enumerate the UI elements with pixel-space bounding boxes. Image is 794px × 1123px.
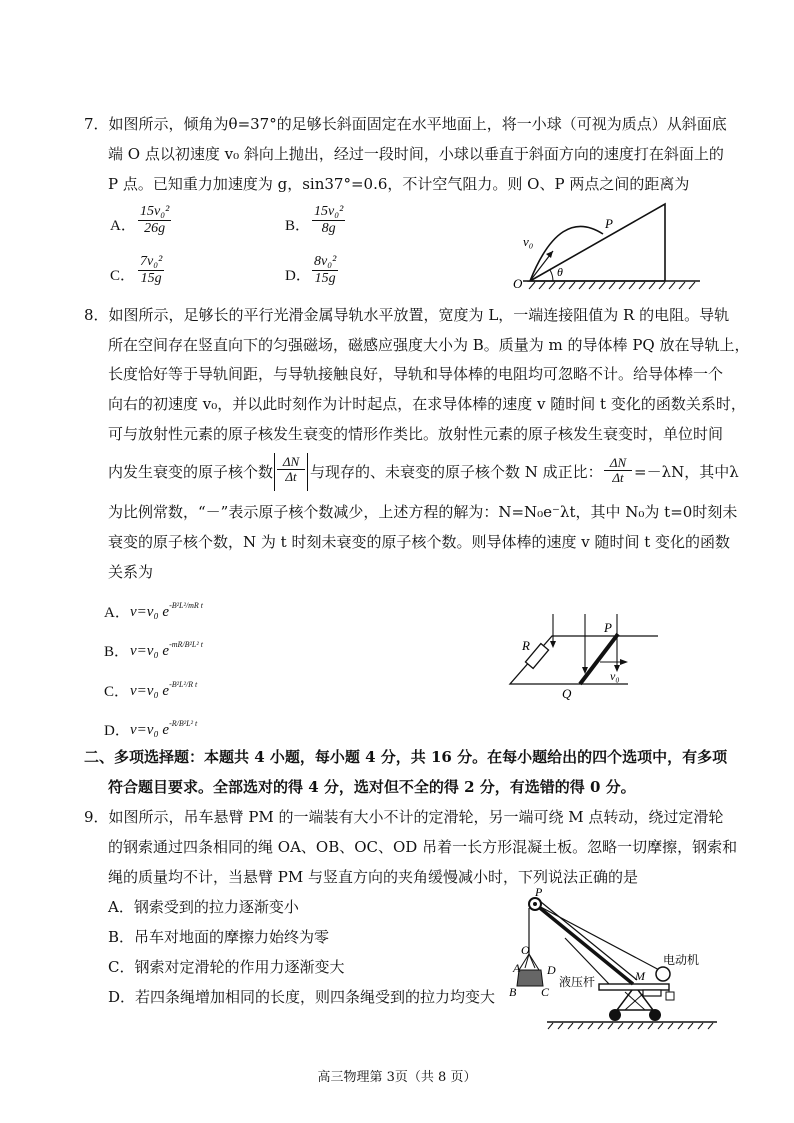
q8-option-b-base: v=v₀ e [130, 643, 170, 659]
q8-rail-figure [500, 606, 670, 702]
q8-option-a-expr [130, 601, 203, 621]
section2-heading-line-2: 符合题目要求。全部选对的得 4 分，选对但不全的得 2 分，有选错的得 0 分。 [108, 778, 636, 796]
q9-line-1: 9．如图所示，吊车悬臂 PM 的一端装有大小不计的定滑轮，另一端可绕 M 点转动，绕过定滑轮 [84, 808, 724, 826]
q8-line-5: 可与放射性元素的原子核发生衰变的情形作类比。放射性元素的原子核发生衰变时，单位时间 [108, 425, 724, 443]
q8-fig-label-q: Q [562, 686, 572, 701]
q8-fig-label-v0: v₀ [610, 669, 620, 683]
q8-abs-num: ΔN [277, 455, 305, 470]
q9-fig-label-motor: 电动机 [663, 953, 700, 967]
q7-fig-label-o: O [513, 276, 523, 291]
q9-crane-figure [505, 884, 725, 1032]
q8-line-6c: =－λN，其中λ [634, 463, 739, 481]
q7-option-d-num: 8v₀² [314, 254, 337, 269]
q7-option-c-den: 15g [140, 271, 162, 286]
q7-option-c-value [138, 254, 164, 287]
q8-line-4: 向右的初速度 v₀，并以此时刻作为计时起点，在求导体棒的速度 v 随时间 t 变化的函数关系时， [108, 395, 746, 413]
q8-line-2: 所在空间存在竖直向下的匀强磁场，磁感应强度大小为 B。质量为 m 的导体棒 PQ 放在导轨上， [108, 336, 750, 354]
q8-fig-label-p: P [604, 620, 612, 635]
q8-option-d-label: D． [104, 723, 130, 739]
q8-line-8: 衰变的原子核个数，N 为 t 时刻未衰变的原子核个数。则导体棒的速度 v 随时间 t 变化的函数 [108, 533, 731, 551]
q9-fig-label-p: P [535, 885, 543, 899]
q9-fig-label-hydraulic: 液压杆 [559, 975, 596, 989]
q8-abs-ratio [274, 453, 308, 491]
q8-option-c-exp: -B²L²/R t [169, 680, 198, 689]
q8-option-b-label: B． [104, 644, 130, 660]
q7-option-a-num: 15v₀² [140, 204, 170, 219]
q8-option-b-exp: -mR/B²L² t [169, 640, 203, 649]
q7-option-c-label: C． [110, 268, 136, 284]
q8-fig-label-r: R [522, 638, 530, 653]
q7-option-a-den: 26g [144, 221, 166, 236]
q8-option-a-exp: -B²L²/mR t [169, 601, 203, 610]
section2-heading-line-1: 二、多项选择题：本题共 4 小题，每小题 4 分，共 16 分。在每小题给出的四个选项中，有多项 [84, 748, 728, 766]
q7-line-2: 端 O 点以初速度 v₀ 斜向上抛出，经过一段时间，小球以垂直于斜面方向的速度打在斜面上的 [108, 145, 724, 163]
q8-line-6a: 内发生衰变的原子核个数 [108, 463, 274, 481]
q9-fig-label-m: M [635, 969, 645, 983]
q8-option-d-base: v=v₀ e [130, 722, 170, 738]
q9-line-2: 的钢索通过四条相同的绳 OA、OB、OC、OD 吊着一长方形混凝土板。忽略一切摩擦，钢索和 [108, 838, 738, 856]
q7-option-a-label: A． [110, 218, 136, 234]
q7-option-b-num: 15v₀² [314, 204, 344, 219]
q8-option-d-exp: -R/B²L² t [169, 719, 198, 728]
q9-option-d: D．若四条绳增加相同的长度，则四条绳受到的拉力均变大 [108, 988, 496, 1006]
q7-line-1: 7．如图所示，倾角为θ=37°的足够长斜面固定在水平地面上，将一小球（可视为质点）从斜面底 [84, 115, 727, 133]
q8-option-c-expr [130, 680, 197, 700]
q7-incline-figure [505, 196, 705, 296]
q7-fig-label-v0: v₀ [523, 234, 534, 249]
q9-option-c: C．钢索对定滑轮的作用力逐渐变大 [108, 958, 345, 976]
q7-option-d-label: D． [285, 268, 311, 284]
q7-option-b-value [312, 204, 345, 237]
q9-fig-label-c: C [541, 985, 550, 999]
q9-fig-label-o: O [521, 943, 530, 957]
q7-option-c-num: 7v₀² [140, 254, 163, 269]
q7-line-3: P 点。已知重力加速度为 g，sin37°=0.6，不计空气阻力。则 O、P 两点之间的距离为 [108, 175, 690, 193]
q8-option-a-base: v=v₀ e [130, 604, 170, 620]
q9-fig-label-a: A [513, 961, 521, 975]
q8-abs-den: Δt [285, 469, 297, 484]
q7-option-a-value [138, 204, 171, 237]
q8-eq-den: Δt [612, 470, 624, 485]
q9-fig-label-b: B [509, 985, 517, 999]
q7-fig-label-p: P [605, 216, 613, 231]
page-footer: 高三物理第 3页（共 8 页） [317, 1070, 477, 1085]
q7-option-b-den: 8g [321, 221, 336, 236]
q9-line-3: 绳的质量均不计，当悬臂 PM 与竖直方向的夹角缓慢减小时，下列说法正确的是 [108, 868, 638, 886]
q8-option-c-base: v=v₀ e [130, 683, 170, 699]
q9-option-b: B．吊车对地面的摩擦力始终为零 [108, 928, 330, 946]
q8-line-1: 8．如图所示，足够长的平行光滑金属导轨水平放置，宽度为 L，一端连接阻值为 R 的电阻。导轨 [84, 306, 730, 324]
q7-option-d-value [312, 254, 338, 287]
q8-line-9: 关系为 [108, 563, 154, 581]
q9-fig-label-d: D [547, 963, 556, 977]
q8-eq-num: ΔN [604, 456, 632, 471]
q8-option-d-expr [130, 719, 197, 739]
q7-option-d-den: 15g [314, 271, 336, 286]
q7-option-b-label: B． [285, 218, 311, 234]
q8-line-6b: 与现存的、未衰变的原子核个数 N 成正比： [310, 463, 603, 481]
q8-option-c-label: C． [104, 684, 130, 700]
q9-option-a: A．钢索受到的拉力逐渐变小 [108, 898, 299, 916]
q7-fig-label-theta: θ [557, 265, 563, 279]
q8-line-3: 长度恰好等于导轨间距，与导轨接触良好，导轨和导体棒的电阻均可忽略不计。给导体棒一个 [108, 365, 724, 383]
q8-option-b-expr [130, 640, 203, 660]
q8-option-a-label: A． [104, 605, 130, 621]
q8-line-7: 为比例常数，“－”表示原子核个数减少，上述方程的解为：N=N₀e⁻λt，其中 N₀为 t=0时刻未 [108, 503, 738, 521]
